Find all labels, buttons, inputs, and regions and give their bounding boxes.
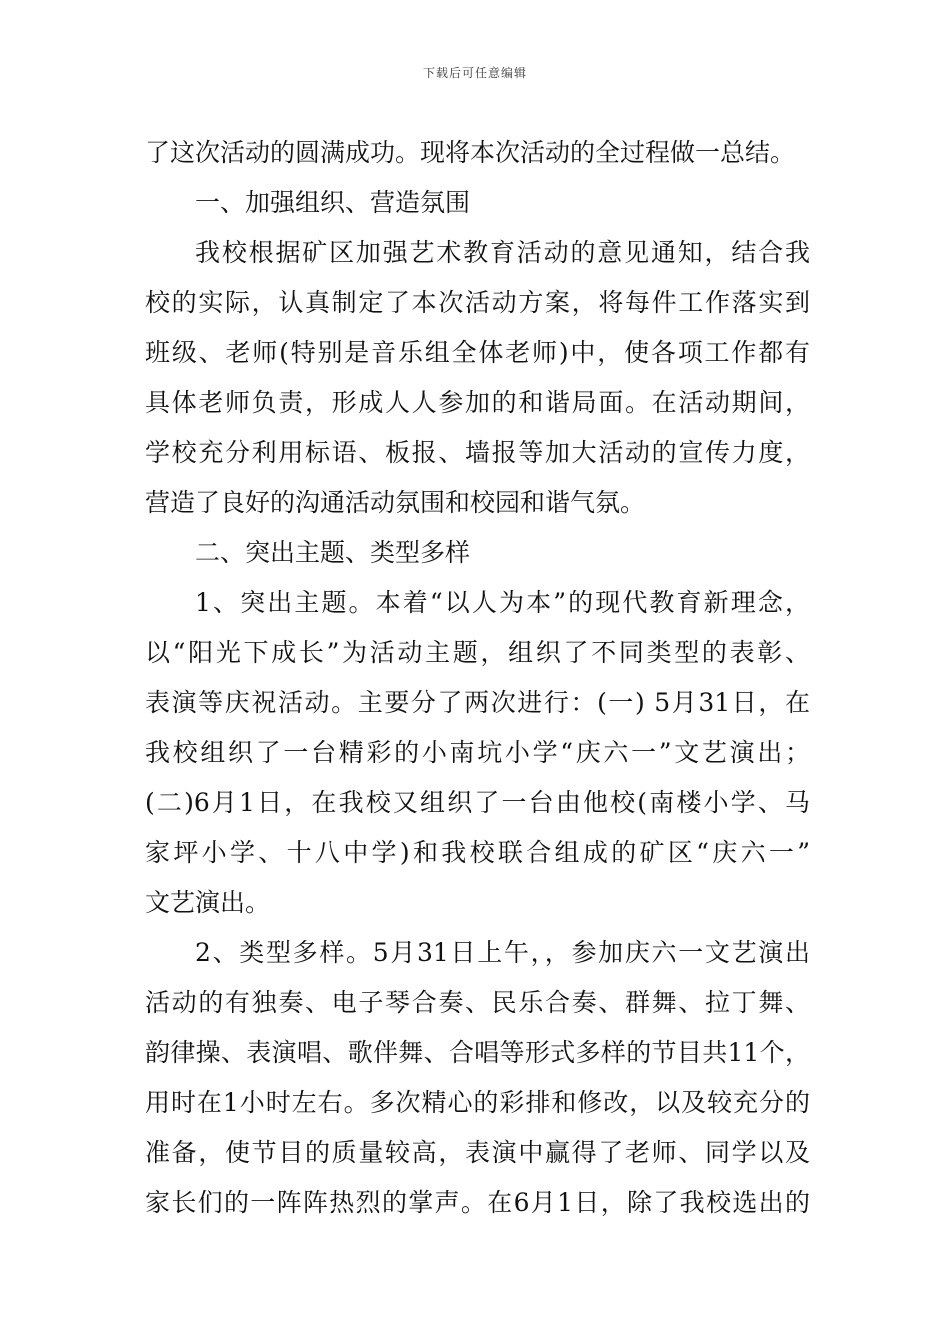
body-line: 了这次活动的圆满成功。现将本次活动的全过程做一总结。: [145, 138, 796, 167]
body-line: 2、类型多样。5月31日上午，，参加庆六一文艺演出: [195, 938, 810, 967]
body-line: 我校根据矿区加强艺术教育活动的意见通知，结合我: [195, 238, 810, 267]
body-line: 准备，使节目的质量较高，表演中赢得了老师、同学以及: [145, 1138, 810, 1167]
body-line: 用时在1小时左右。多次精心的彩排和修改，以及较充分的: [145, 1088, 810, 1117]
body-line: 具体老师负责，形成人人参加的和谐局面。在活动期间，: [145, 388, 810, 417]
body-line: 营造了良好的沟通活动氛围和校园和谐气氛。: [145, 488, 646, 517]
body-line: 二、突出主题、类型多样: [195, 538, 471, 567]
body-line: 韵律操、表演唱、歌伴舞、合唱等形式多样的节目共11个，: [145, 1038, 810, 1067]
body-line: 表演等庆祝活动。主要分了两次进行：(一) 5月31日，在: [145, 688, 810, 717]
body-line: 家长们的一阵阵热烈的掌声。在6月1日，除了我校选出的: [145, 1188, 810, 1217]
body-line: 1、突出主题。本着“以人为本”的现代教育新理念，: [195, 588, 810, 617]
body-line: 我校组织了一台精彩的小南坑小学“庆六一”文艺演出；: [145, 738, 810, 767]
body-line: 以“阳光下成长”为活动主题，组织了不同类型的表彰、: [145, 638, 810, 667]
body-line: 活动的有独奏、电子琴合奏、民乐合奏、群舞、拉丁舞、: [145, 988, 810, 1017]
body-line: (二)6月1日，在我校又组织了一台由他校(南楼小学、马: [145, 788, 810, 817]
body-line: 学校充分利用标语、板报、墙报等加大活动的宣传力度，: [145, 438, 810, 467]
body-line: 一、加强组织、营造氛围: [195, 188, 471, 217]
body-line: 文艺演出。: [145, 888, 271, 917]
page-header: 下载后可任意编辑: [422, 66, 527, 80]
document-body: [145, 128, 810, 1228]
body-line: 班级、老师(特别是音乐组全体老师)中，使各项工作都有: [145, 338, 810, 367]
body-line: 校的实际，认真制定了本次活动方案，将每件工作落实到: [145, 288, 810, 317]
body-line: 家坪小学、十八中学)和我校联合组成的矿区“庆六一”: [145, 838, 810, 867]
